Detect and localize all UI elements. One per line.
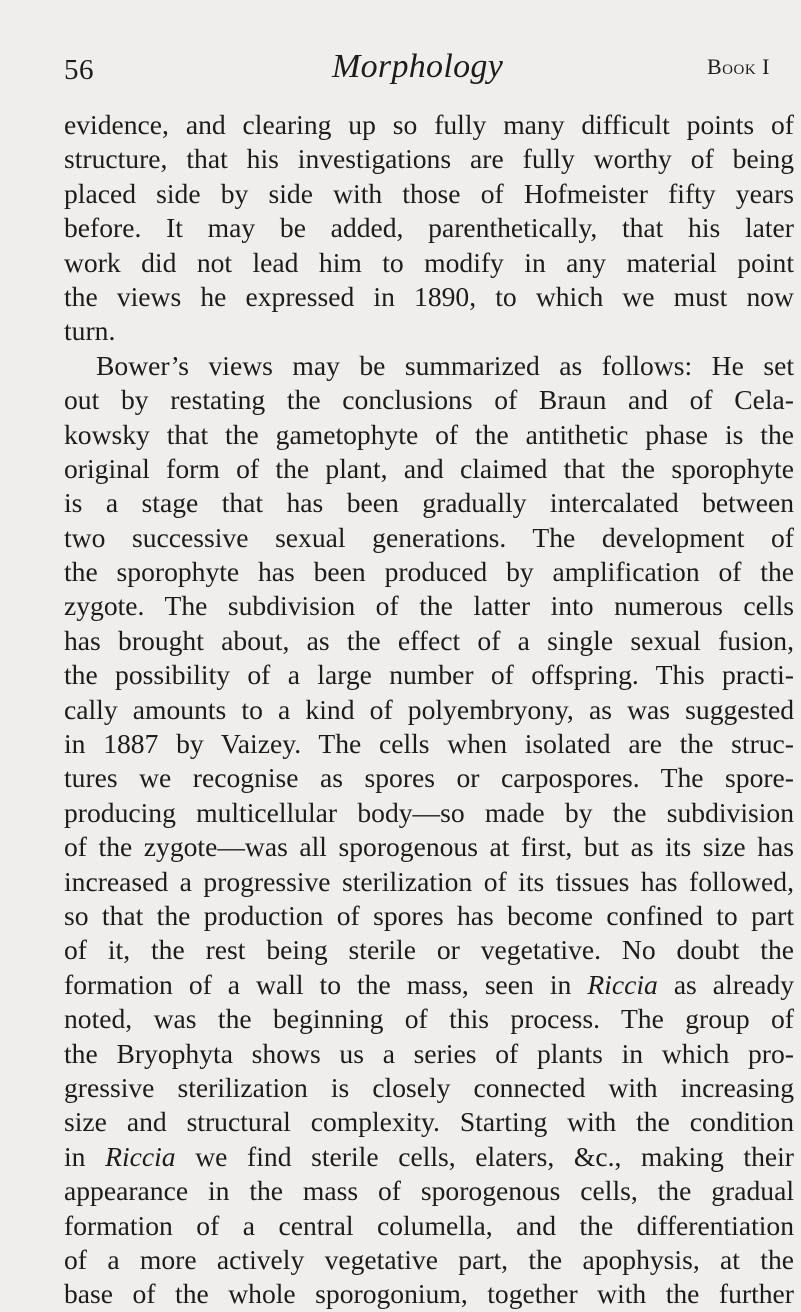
text-line: so that the production of spores has become confined to part bbox=[64, 899, 794, 931]
text-line: evidence, and clearing up so fully many difficult points of bbox=[64, 109, 794, 140]
text-line: work did not lead him to modify in any material point bbox=[64, 246, 794, 278]
text-line: in Riccia we find sterile cells, elaters, &c., making their bbox=[64, 1140, 794, 1172]
text-line: noted, was the beginning of this process. The group of bbox=[64, 1003, 794, 1035]
text-line: base of the whole sporogonium, together with the further bbox=[64, 1278, 794, 1310]
text-line: the Bryophyta shows us a series of plants in which pro- bbox=[64, 1037, 794, 1069]
text-line: structure, that his investigations are fully worthy of being bbox=[64, 143, 794, 175]
text-line: of the zygote—was all sporogenous at first, but as its size has bbox=[64, 831, 794, 863]
text-line: increased a progressive sterilization of its tissues has followed, bbox=[64, 865, 794, 897]
text-line: formation of a wall to the mass, seen in Riccia as already bbox=[64, 968, 794, 1000]
text-line: Bower’s views may be summarized as follows: He set bbox=[96, 349, 794, 381]
text-line: zygote. The subdivision of the latter into numerous cells bbox=[64, 590, 794, 622]
text-line: of it, the rest being sterile or vegetative. No doubt the bbox=[64, 934, 794, 966]
text-line: has brought about, as the effect of a single sexual fusion, bbox=[64, 624, 794, 656]
text-line: the possibility of a large number of offspring. This practi- bbox=[64, 659, 794, 691]
text-line: size and structural complexity. Starting with the condition bbox=[64, 1106, 794, 1138]
text-line: two successive sexual generations. The development of bbox=[64, 521, 794, 553]
running-head: Morphology bbox=[332, 48, 504, 85]
text-line: gressive sterilization is closely connected with increasing bbox=[64, 1071, 794, 1103]
genus-name: Riccia bbox=[587, 968, 658, 1000]
text-line: tures we recognise as spores or carpospores. The spore- bbox=[64, 762, 794, 794]
text-line: the sporophyte has been produced by amplification of the bbox=[64, 556, 794, 588]
page-header bbox=[0, 48, 801, 98]
body-text bbox=[64, 108, 794, 1312]
text-line: formation of a central columella, and the differentiation bbox=[64, 1209, 794, 1241]
text-line: producing multicellular body—so made by the subdivision bbox=[64, 796, 794, 828]
text-line: original form of the plant, and claimed that the sporophyte bbox=[64, 452, 794, 484]
text-line: in 1887 by Vaizey. The cells when isolated are the struc- bbox=[64, 728, 794, 760]
genus-name: Riccia bbox=[105, 1140, 176, 1172]
text-line: before. It may be added, parenthetically, that his later bbox=[64, 212, 794, 244]
text-line: of a more actively vegetative part, the apophysis, at the bbox=[64, 1243, 794, 1275]
text-line: placed side by side with those of Hofmeister fifty years bbox=[64, 177, 794, 209]
page-number: 56 bbox=[64, 54, 94, 86]
book-label: Book I bbox=[707, 54, 770, 79]
text-line: cally amounts to a kind of polyembryony, as was suggested bbox=[64, 693, 794, 725]
text-line: is a stage that has been gradually intercalated between bbox=[64, 487, 794, 519]
text-line: appearance in the mass of sporogenous cells, the gradual bbox=[64, 1175, 794, 1207]
text-line: the views he expressed in 1890, to which we must now bbox=[64, 280, 794, 312]
text-line: turn. bbox=[64, 315, 116, 347]
text-line: out by restating the conclusions of Braun and of Cela- bbox=[64, 384, 794, 416]
text-line: kowsky that the gametophyte of the antithetic phase is the bbox=[64, 418, 794, 450]
